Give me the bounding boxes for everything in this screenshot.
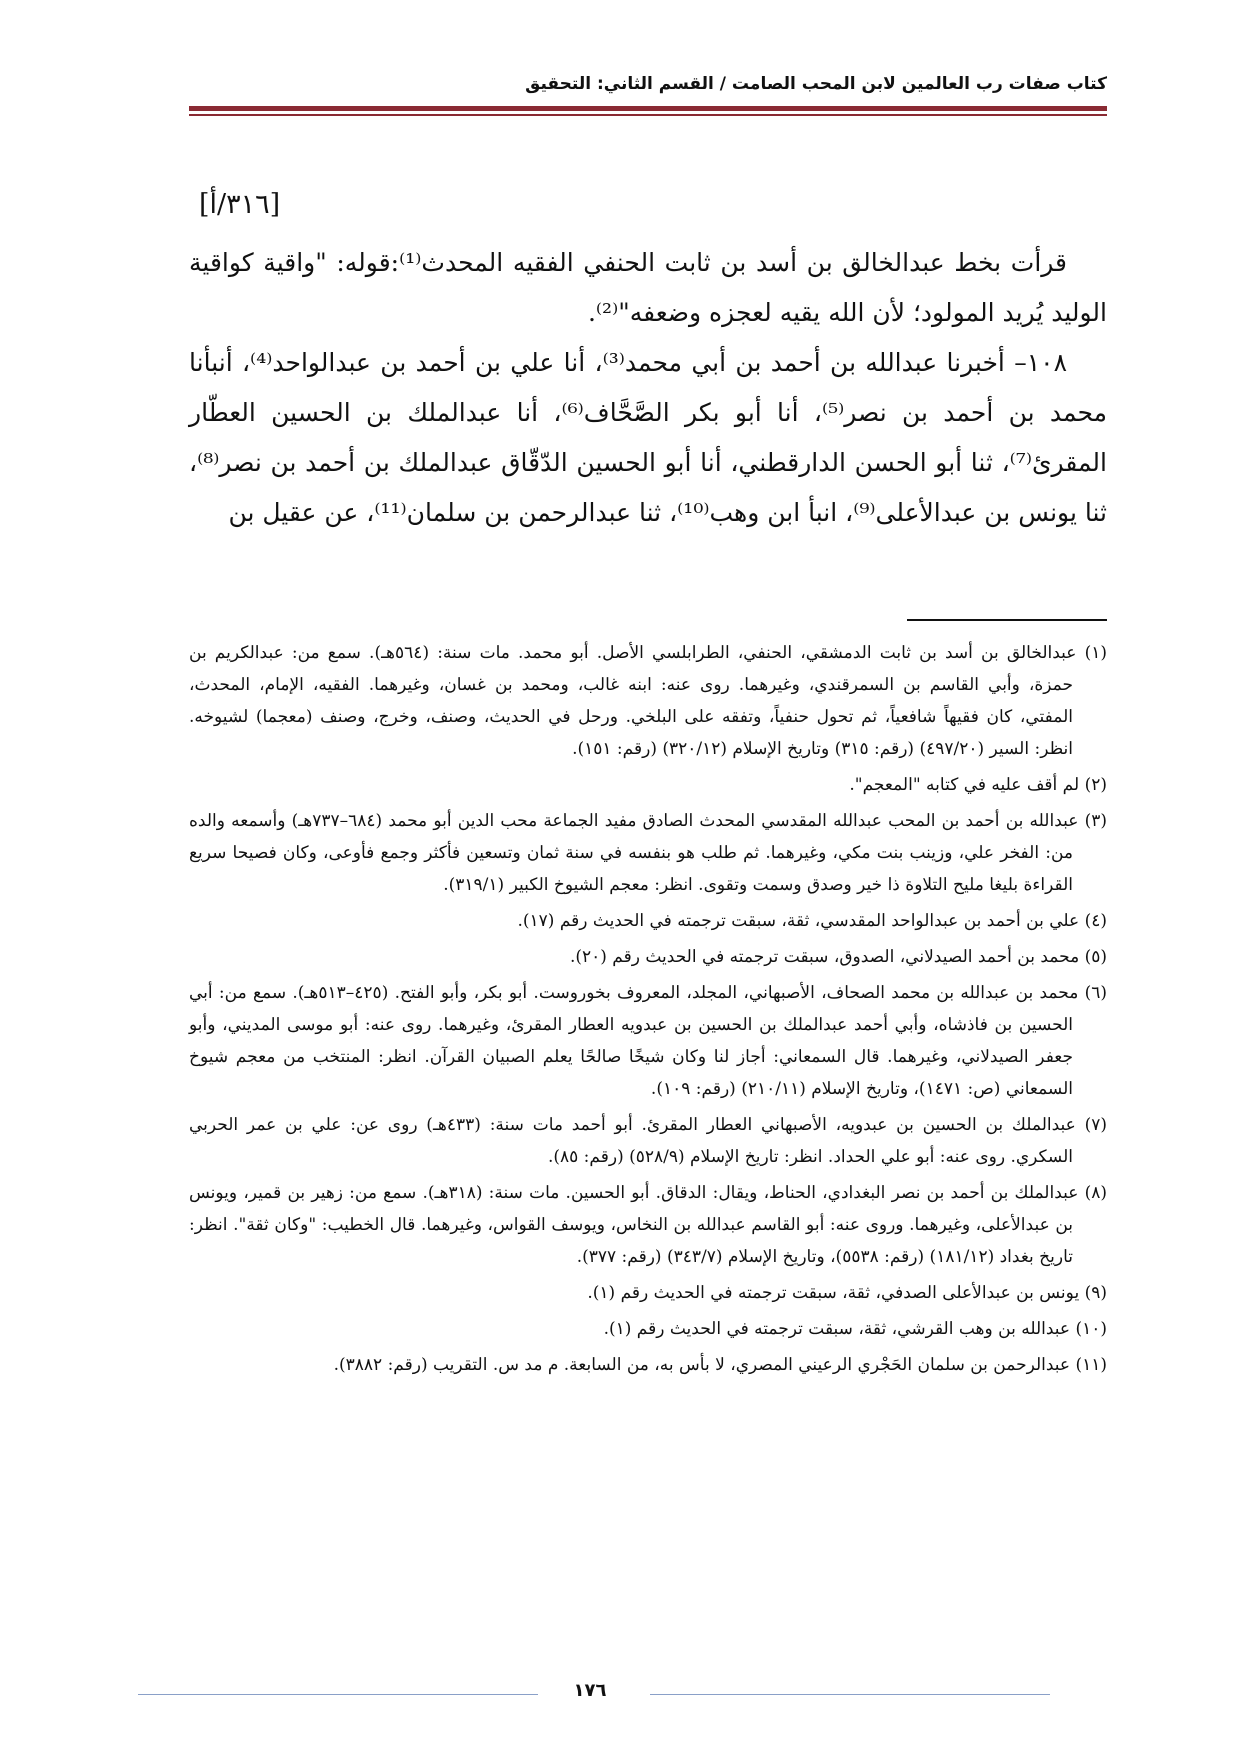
footer-rule-right <box>650 1694 1050 1695</box>
footnote-separator <box>907 619 1107 621</box>
footnote: (٢) لم أقف عليه في كتابه "المعجم". <box>849 775 1107 795</box>
footnotes <box>189 637 1107 1385</box>
footnote: (٨) عبدالملك بن أحمد بن نصر البغدادي، الحناط، ويقال: الدقاق. أبو الحسين. مات سنة: (٣١٨هـ). سمع من: زهير بن قمير، ويونس بن عبدالأعلى، وغيرهما. وروى عنه: أبو القاسم عبدالله بن النخاس، ويوسف القواس، وغيرهما. قال الخطيب: "وكان ثقة". انظر: تاريخ بغداد (١٨١/١٢) (رقم: ٥٥٣٨)، وتاريخ الإسلام (٣٤٣/٧) (رقم: ٣٧٧). <box>189 1183 1107 1267</box>
footnote: (٤) علي بن أحمد بن عبدالواحد المقدسي، ثقة، سبقت ترجمته في الحديث رقم (١٧). <box>517 911 1107 931</box>
main-text <box>189 180 1107 538</box>
hadith-paragraph: ١٠٨– أخبرنا عبدالله بن أحمد بن أبي محمد⁽³⁾، أنا علي بن أحمد بن عبدالواحد⁽⁴⁾، أنبأنا محمد بن أحمد بن نصر⁽⁵⁾، أنا أبو بكر الصَّحَّاف⁽⁶⁾، أنا عبدالملك بن الحسين العطّار المقرئ⁽⁷⁾، ثنا أبو الحسن الدارقطني، أنا أبو الحسين الدّقّاق عبدالملك بن أحمد بن نصر⁽⁸⁾، ثنا يونس بن عبدالأعلى⁽⁹⁾، انبأ ابن وهب⁽¹⁰⁾، ثنا عبدالرحمن بن سلمان⁽¹¹⁾، عن عقيل بن <box>189 348 1108 527</box>
footnote: (٣) عبدالله بن أحمد بن المحب عبدالله المقدسي المحدث الصادق مفيد الجماعة محب الدين أبو محمد (٦٨٤–٧٣٧هـ) وأسمعه والده من: الفخر علي، وزينب بنت مكي، وغيرهما. ثم طلب هو بنفسه في سنة ثمان وتسعين فأكثر وجمع فأوعى، وكان فصيحا سريع القراءة بليغا مليح التلاوة ذا خير وصدق وسمت وتقوى. انظر: معجم الشيوخ الكبير (٣١٩/١). <box>189 811 1107 895</box>
header-rule-thick <box>189 106 1107 111</box>
footnote: (١) عبدالخالق بن أسد بن ثابت الدمشقي، الحنفي، الطرابلسي الأصل. أبو محمد. مات سنة: (٥٦٤هـ). سمع من: عبدالكريم بن حمزة، وأبي القاسم بن السمرقندي، وغيرهما. روى عنه: ابنه غالب، ومحمد بن غسان، وغيرهما. الفقيه، الإمام، المحدث، المفتي، كان فقيهاً شافعياً، ثم تحول حنفياً، وتفقه على البلخي. ورحل في الحديث، وصنف، وخرج، وصنف (معجما) لشيوخه. انظر: السير (٤٩٧/٢٠) (رقم: ٣١٥) وتاريخ الإسلام (٣٢٠/١٢) (رقم: ١٥١). <box>189 643 1107 759</box>
footnote: (٦) محمد بن عبدالله بن محمد الصحاف، الأصبهاني، المجلد، المعروف بخوروست. أبو بكر، وأبو الفتح. (٤٢٥–٥١٣هـ). سمع من: أبي الحسين بن فاذشاه، وأبي أحمد عبدالملك بن الحسين بن عبدويه العطار المقرئ، وغيرهما. روى عنه: أبو موسى المديني، وأبو جعفر الصيدلاني، وغيرهما. قال السمعاني: أجاز لنا وكان شيخًا صالحًا يعلم الصبيان القرآن. انظر: المنتخب من معجم شيوخ السمعاني (ص: ١٤٧١)، وتاريخ الإسلام (٢١٠/١١) (رقم: ١٠٩). <box>189 983 1108 1099</box>
footnote: (١١) عبدالرحمن بن سلمان الحَجْري الرعيني المصري، لا بأس به، من السابعة. م مد س. التقريب (رقم: ٣٨٨٢). <box>333 1355 1107 1375</box>
body-paragraph: قرأت بخط عبدالخالق بن أسد بن ثابت الحنفي الفقيه المحدث⁽¹⁾:قوله: "واقية كواقية الوليد يُريد المولود؛ لأن الله يقيه لعجزه وضعفه"⁽²⁾. <box>189 248 1107 327</box>
footer-rule-left <box>138 1694 538 1695</box>
footnote: (٩) يونس بن عبدالأعلى الصدفي، ثقة، سبقت ترجمته في الحديث رقم (١). <box>587 1283 1107 1303</box>
footnote: (٧) عبدالملك بن الحسين بن عبدويه، الأصبهاني العطار المقرئ. أبو أحمد مات سنة: (٤٣٣هـ) روى عن: علي بن عمر الحربي السكري. روى عنه: أبو علي الحداد. انظر: تاريخ الإسلام (٥٢٨/٩) (رقم: ٨٥). <box>189 1115 1107 1167</box>
page-number: ١٧٦ <box>573 1680 607 1701</box>
footnote: (١٠) عبدالله بن وهب القرشي، ثقة، سبقت ترجمته في الحديث رقم (١). <box>603 1319 1107 1339</box>
header-rule-thin <box>189 114 1107 116</box>
folio-marker: [٣١٦/أ] <box>199 189 281 220</box>
running-header: كتاب صفات رب العالمين لابن المحب الصامت / القسم الثاني: التحقيق <box>525 74 1107 94</box>
footnote: (٥) محمد بن أحمد الصيدلاني، الصدوق، سبقت ترجمته في الحديث رقم (٢٠). <box>569 947 1107 967</box>
